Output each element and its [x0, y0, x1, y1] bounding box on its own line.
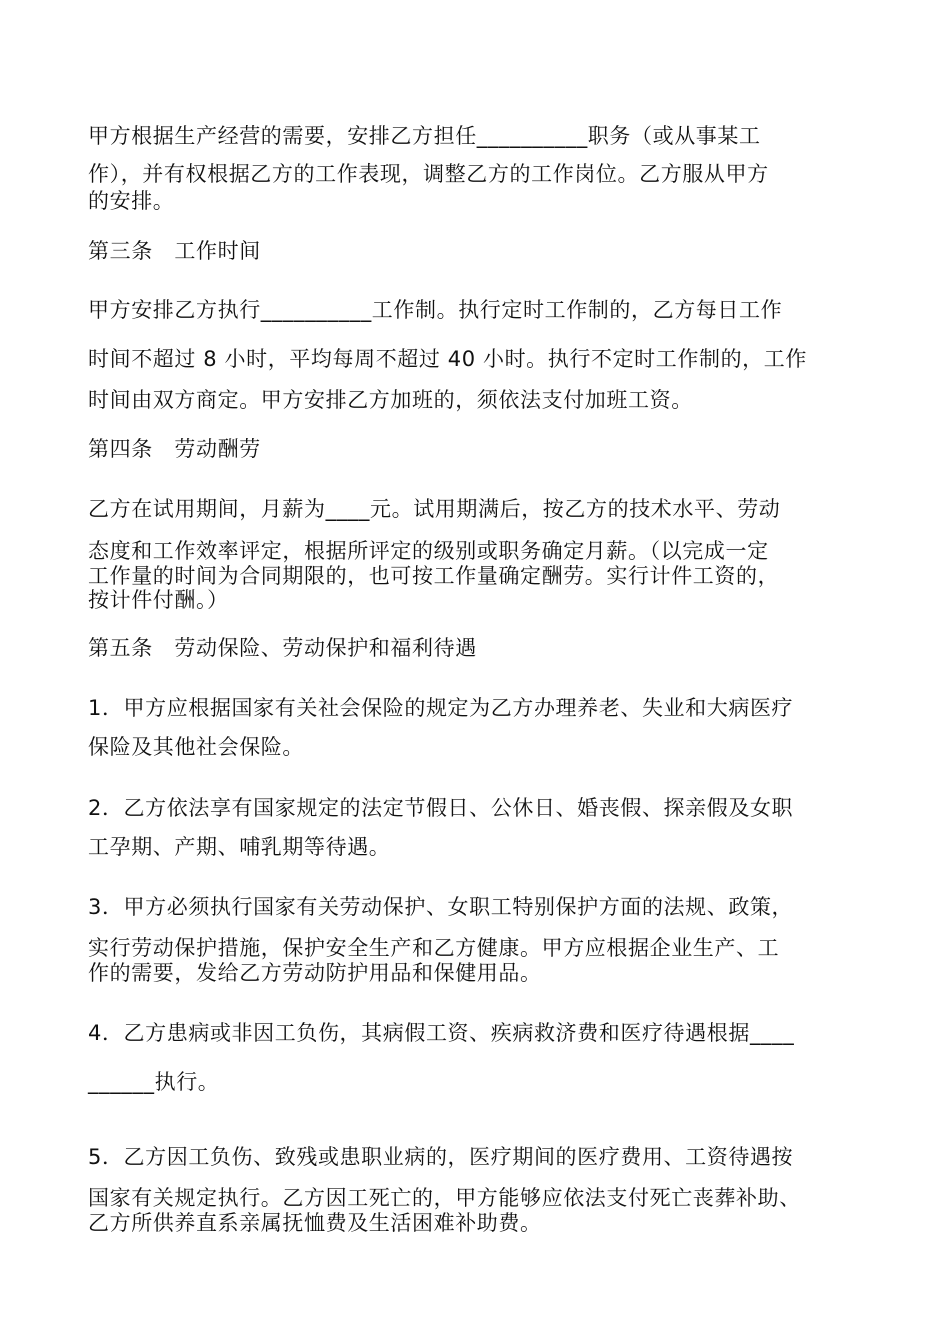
list-item-line: 2．乙方依法享有国家规定的法定节假日、公休日、婚丧假、探亲假及女职	[88, 796, 794, 820]
paragraph-line: 甲方安排乙方执行__________工作制。执行定时工作制的，乙方每日工作	[88, 298, 783, 322]
paragraph-line: 乙方在试用期间，月薪为____元。试用期满后，按乙方的技术水平、劳动	[88, 497, 781, 521]
paragraph-line: 按计件付酬。）	[88, 588, 229, 612]
paragraph-line: 甲方根据生产经营的需要，安排乙方担任__________职务（或从事某工	[88, 124, 761, 148]
paragraph-line: 时间由双方商定。甲方安排乙方加班的，须依法支付加班工资。	[88, 388, 693, 412]
paragraph-line: 工作量的时间为合同期限的，也可按工作量确定酬劳。实行计件工资的，	[88, 564, 780, 588]
list-item-line: 3．甲方必须执行国家有关劳动保护、女职工特别保护方面的法规、政策，	[88, 895, 794, 919]
paragraph-line: 的安排。	[88, 189, 175, 213]
list-item-line: 实行劳动保护措施，保护安全生产和乙方健康。甲方应根据企业生产、工	[88, 936, 780, 960]
list-item-line: 1．甲方应根据国家有关社会保险的规定为乙方办理养老、失业和大病医疗	[88, 696, 794, 720]
list-item-line: 作的需要，发给乙方劳动防护用品和保健用品。	[88, 961, 542, 985]
list-item-line: 乙方所供养直系亲属抚恤费及生活困难补助费。	[88, 1211, 542, 1235]
paragraph-line: 时间不超过 8 小时，平均每周不超过 40 小时。执行不定时工作制的，工作	[88, 347, 807, 371]
section-heading: 第三条 工作时间	[88, 239, 261, 263]
section-heading: 第五条 劳动保险、劳动保护和福利待遇	[88, 636, 477, 660]
list-item-line: ______执行。	[88, 1070, 220, 1094]
list-item-line: 4．乙方患病或非因工负伤，其病假工资、疾病救济费和医疗待遇根据____	[88, 1021, 795, 1045]
paragraph-line: 态度和工作效率评定，根据所评定的级别或职务确定月薪。（以完成一定	[88, 539, 769, 563]
list-item-line: 工孕期、产期、哺乳期等待遇。	[88, 835, 391, 859]
paragraph-line: 作），并有权根据乙方的工作表现，调整乙方的工作岗位。乙方服从甲方	[88, 162, 769, 186]
section-heading: 第四条 劳动酬劳	[88, 437, 261, 461]
list-item-line: 国家有关规定执行。乙方因工死亡的，甲方能够应依法支付死亡丧葬补助、	[88, 1186, 801, 1210]
list-item-line: 保险及其他社会保险。	[88, 735, 304, 759]
list-item-line: 5．乙方因工负伤、致残或患职业病的，医疗期间的医疗费用、工资待遇按	[88, 1145, 794, 1169]
